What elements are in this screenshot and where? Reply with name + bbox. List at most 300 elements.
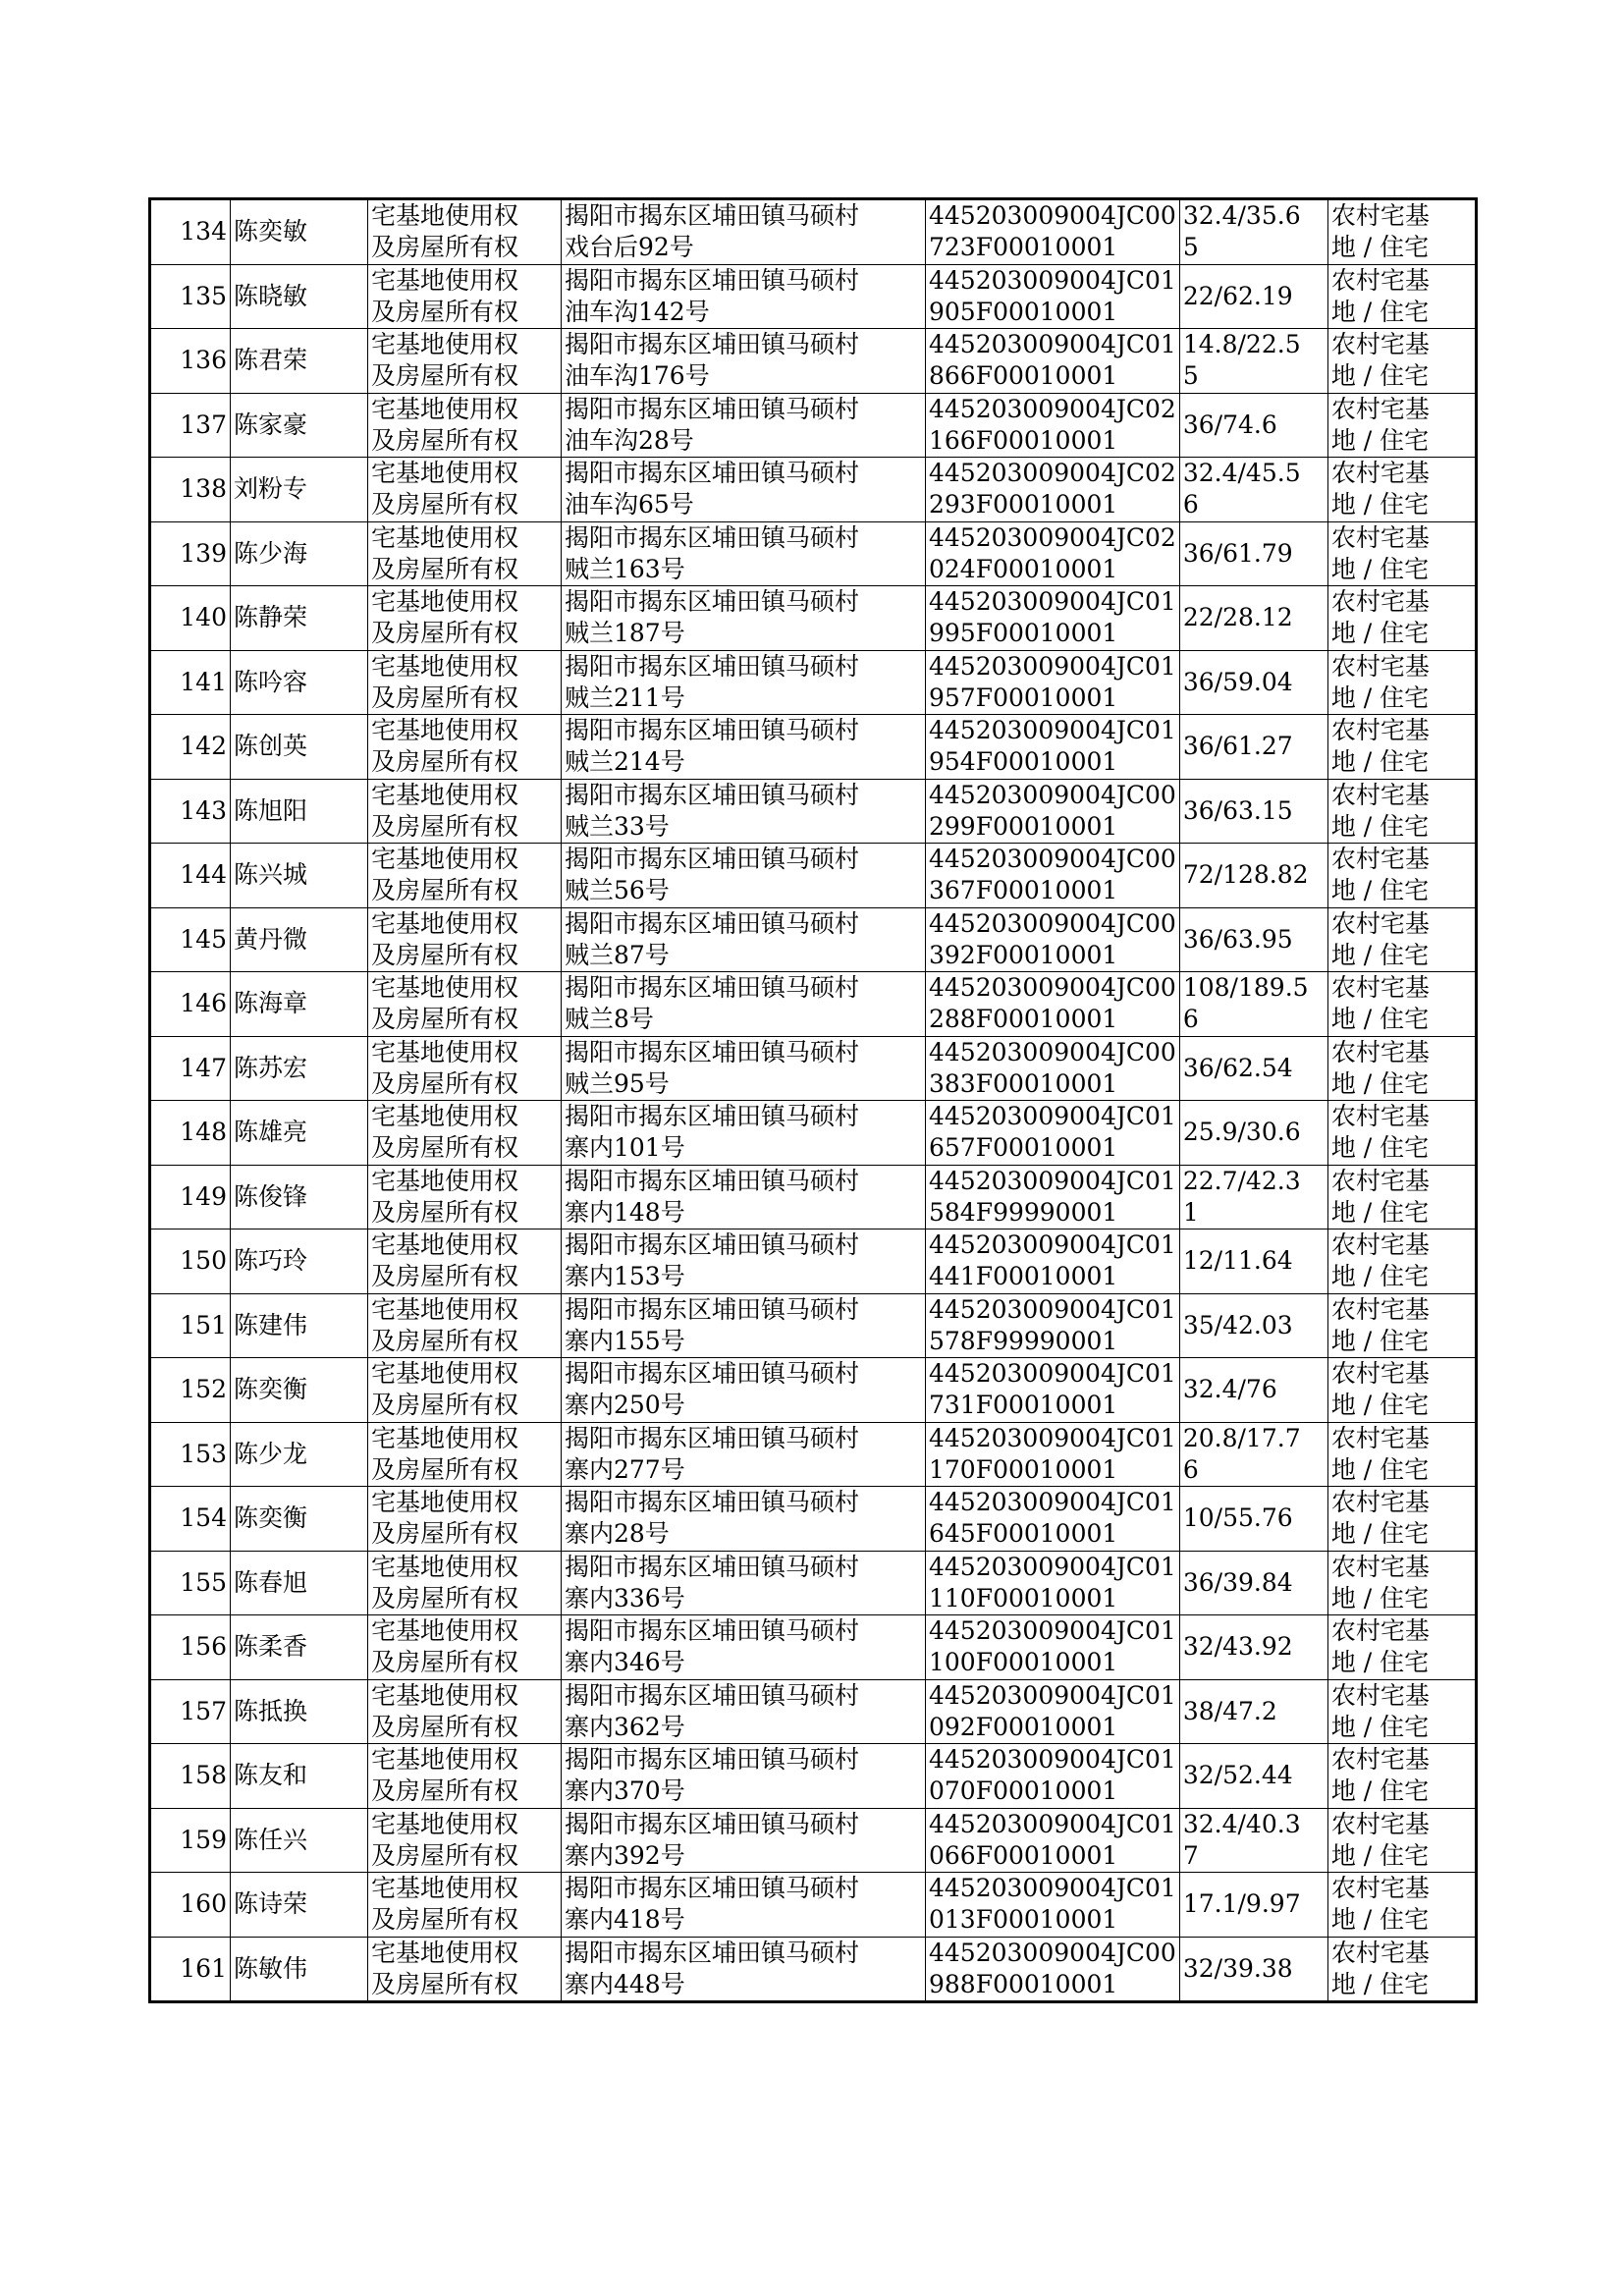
- table-row: [150, 393, 1477, 458]
- row-number-cell: 156: [150, 1615, 231, 1680]
- property-address-line: 揭阳市揭东区埔田镇马硕村: [565, 780, 860, 809]
- right-type-line: 宅基地使用权: [371, 330, 519, 359]
- land-use-line: 农村宅基: [1330, 1938, 1430, 1967]
- land-use-cell: [1327, 1744, 1476, 1809]
- area-value-line: 22.7/42.3: [1182, 1166, 1301, 1195]
- land-use-cell: [1327, 1165, 1476, 1229]
- land-use-cell: [1327, 1036, 1476, 1101]
- land-use-cell: [1327, 1293, 1476, 1358]
- unit-code-line: 288F00010001: [929, 1005, 1118, 1034]
- property-address-line: 贼兰211号: [565, 683, 685, 712]
- land-use-line: 地 / 住宅: [1330, 876, 1430, 905]
- right-type-line: 宅基地使用权: [371, 1938, 519, 1967]
- right-type-line: 及房屋所有权: [371, 1583, 519, 1612]
- unit-code-line: 445203009004JC01: [929, 587, 1176, 617]
- right-type-line: 及房屋所有权: [371, 1969, 519, 1998]
- land-use-line: 农村宅基: [1330, 1680, 1430, 1710]
- unit-code-line: 578F99990001: [929, 1326, 1118, 1355]
- table-row: [150, 521, 1477, 586]
- area-value-cell: [1179, 715, 1327, 780]
- land-use-cell: [1327, 1808, 1476, 1873]
- owner-name-cell: 陈君荣: [231, 329, 368, 394]
- row-number-cell: 135: [150, 264, 231, 329]
- area-value-cell: [1179, 650, 1327, 715]
- unit-code-cell: [926, 1937, 1180, 2002]
- right-type-cell: [368, 1551, 562, 1615]
- land-use-cell: [1327, 779, 1476, 844]
- property-address-line: 贼兰33号: [565, 811, 670, 841]
- area-value-line: 38/47.2: [1182, 1696, 1277, 1725]
- unit-code-line: 445203009004JC02: [929, 522, 1176, 552]
- unit-code-line: 905F00010001: [929, 297, 1118, 326]
- area-value-cell: [1179, 329, 1327, 394]
- right-type-line: 及房屋所有权: [371, 1519, 519, 1549]
- unit-code-line: 657F00010001: [929, 1133, 1118, 1163]
- owner-name-cell: 陈友和: [231, 1744, 368, 1809]
- right-type-cell: [368, 715, 562, 780]
- table-row: [150, 1358, 1477, 1423]
- unit-code-line: 445203009004JC01: [929, 716, 1176, 745]
- table-row: [150, 1229, 1477, 1294]
- row-number-cell: 146: [150, 972, 231, 1037]
- property-address-cell: [562, 458, 926, 522]
- owner-name-cell: 陈诗荣: [231, 1873, 368, 1938]
- land-use-cell: [1327, 715, 1476, 780]
- area-value-cell: [1179, 1358, 1327, 1423]
- right-type-line: 宅基地使用权: [371, 1745, 519, 1775]
- right-type-line: 宅基地使用权: [371, 1102, 519, 1131]
- land-use-line: 地 / 住宅: [1330, 1905, 1430, 1935]
- property-address-cell: [562, 1036, 926, 1101]
- right-type-line: 宅基地使用权: [371, 1166, 519, 1195]
- property-address-cell: [562, 907, 926, 972]
- unit-code-cell: [926, 972, 1180, 1037]
- area-value-line: 25.9/30.6: [1182, 1118, 1301, 1147]
- right-type-line: 及房屋所有权: [371, 1454, 519, 1484]
- area-value-cell: [1179, 1101, 1327, 1166]
- table-row: [150, 1422, 1477, 1487]
- area-value-line: 6: [1182, 1454, 1199, 1484]
- table-row: [150, 1615, 1477, 1680]
- right-type-line: 及房屋所有权: [371, 361, 519, 391]
- right-type-line: 宅基地使用权: [371, 201, 519, 231]
- area-value-line: 5: [1182, 361, 1199, 391]
- unit-code-line: 723F00010001: [929, 233, 1118, 262]
- area-value-cell: [1179, 1808, 1327, 1873]
- land-use-line: 地 / 住宅: [1330, 683, 1430, 712]
- right-type-line: 宅基地使用权: [371, 1552, 519, 1581]
- table-row: [150, 1551, 1477, 1615]
- area-value-cell: [1179, 844, 1327, 908]
- property-address-line: 揭阳市揭东区埔田镇马硕村: [565, 1616, 860, 1646]
- property-address-line: 揭阳市揭东区埔田镇马硕村: [565, 1294, 860, 1324]
- right-type-line: 宅基地使用权: [371, 1809, 519, 1838]
- property-address-cell: [562, 393, 926, 458]
- row-number-cell: 160: [150, 1873, 231, 1938]
- land-use-line: 农村宅基: [1330, 908, 1430, 938]
- land-use-line: 地 / 住宅: [1330, 233, 1430, 262]
- property-address-line: 揭阳市揭东区埔田镇马硕村: [565, 201, 860, 231]
- land-use-cell: [1327, 458, 1476, 522]
- row-number-cell: 141: [150, 650, 231, 715]
- land-use-cell: [1327, 521, 1476, 586]
- owner-name-cell: 陈奕衡: [231, 1487, 368, 1552]
- table-row: [150, 715, 1477, 780]
- unit-code-cell: [926, 1808, 1180, 1873]
- land-use-line: 农村宅基: [1330, 1166, 1430, 1195]
- table-row: [150, 1036, 1477, 1101]
- unit-code-line: 445203009004JC00: [929, 845, 1176, 874]
- right-type-line: 宅基地使用权: [371, 265, 519, 295]
- row-number-cell: 150: [150, 1229, 231, 1294]
- right-type-line: 及房屋所有权: [371, 747, 519, 777]
- right-type-line: 及房屋所有权: [371, 1840, 519, 1870]
- right-type-line: 宅基地使用权: [371, 522, 519, 552]
- area-value-line: 6: [1182, 1005, 1199, 1034]
- area-value-cell: [1179, 1873, 1327, 1938]
- right-type-line: 宅基地使用权: [371, 1359, 519, 1389]
- area-value-line: 32.4/40.3: [1182, 1809, 1301, 1838]
- area-value-cell: [1179, 1679, 1327, 1744]
- right-type-cell: [368, 586, 562, 651]
- area-value-cell: [1179, 779, 1327, 844]
- unit-code-line: 445203009004JC00: [929, 973, 1176, 1003]
- right-type-line: 宅基地使用权: [371, 1874, 519, 1903]
- land-use-line: 农村宅基: [1330, 1102, 1430, 1131]
- land-use-cell: [1327, 1873, 1476, 1938]
- unit-code-line: 731F00010001: [929, 1391, 1118, 1420]
- land-use-cell: [1327, 1422, 1476, 1487]
- area-value-cell: [1179, 1165, 1327, 1229]
- property-address-line: 贼兰8号: [565, 1005, 654, 1034]
- table-row: [150, 779, 1477, 844]
- row-number-cell: 144: [150, 844, 231, 908]
- unit-code-cell: [926, 1101, 1180, 1166]
- property-address-cell: [562, 199, 926, 265]
- unit-code-cell: [926, 521, 1180, 586]
- unit-code-line: 100F00010001: [929, 1648, 1118, 1677]
- right-type-cell: [368, 1036, 562, 1101]
- land-use-cell: [1327, 650, 1476, 715]
- row-number-cell: 136: [150, 329, 231, 394]
- right-type-cell: [368, 1165, 562, 1229]
- property-address-line: 贼兰56号: [565, 876, 670, 905]
- owner-name-cell: 陈海章: [231, 972, 368, 1037]
- land-use-line: 农村宅基: [1330, 973, 1430, 1003]
- area-value-line: 36/59.04: [1182, 667, 1293, 696]
- unit-code-line: 092F00010001: [929, 1712, 1118, 1741]
- property-address-line: 揭阳市揭东区埔田镇马硕村: [565, 1809, 860, 1838]
- unit-code-cell: [926, 1873, 1180, 1938]
- unit-code-line: 166F00010001: [929, 425, 1118, 455]
- unit-code-cell: [926, 907, 1180, 972]
- right-type-line: 及房屋所有权: [371, 1262, 519, 1291]
- property-address-line: 揭阳市揭东区埔田镇马硕村: [565, 1423, 860, 1452]
- land-use-cell: [1327, 1101, 1476, 1166]
- property-address-cell: [562, 1229, 926, 1294]
- row-number-cell: 140: [150, 586, 231, 651]
- property-address-cell: [562, 1808, 926, 1873]
- area-value-line: 7: [1182, 1840, 1199, 1870]
- row-number-cell: 152: [150, 1358, 231, 1423]
- right-type-cell: [368, 1101, 562, 1166]
- right-type-line: 宅基地使用权: [371, 908, 519, 938]
- owner-name-cell: 陈少海: [231, 521, 368, 586]
- area-value-cell: [1179, 1744, 1327, 1809]
- property-address-line: 寨内155号: [565, 1326, 685, 1355]
- right-type-cell: [368, 907, 562, 972]
- unit-code-cell: [926, 1551, 1180, 1615]
- area-value-line: 32.4/35.6: [1182, 201, 1301, 231]
- property-address-line: 揭阳市揭东区埔田镇马硕村: [565, 330, 860, 359]
- land-use-cell: [1327, 329, 1476, 394]
- property-address-line: 揭阳市揭东区埔田镇马硕村: [565, 1552, 860, 1581]
- area-value-cell: [1179, 199, 1327, 265]
- area-value-cell: [1179, 264, 1327, 329]
- property-address-line: 揭阳市揭东区埔田镇马硕村: [565, 459, 860, 488]
- area-value-line: 36/63.95: [1182, 924, 1293, 954]
- property-address-cell: [562, 1358, 926, 1423]
- right-type-line: 宅基地使用权: [371, 845, 519, 874]
- area-value-line: 1: [1182, 1197, 1199, 1227]
- land-use-line: 地 / 住宅: [1330, 940, 1430, 969]
- right-type-cell: [368, 1808, 562, 1873]
- land-use-cell: [1327, 393, 1476, 458]
- right-type-line: 及房屋所有权: [371, 619, 519, 648]
- row-number-cell: 145: [150, 907, 231, 972]
- right-type-line: 宅基地使用权: [371, 973, 519, 1003]
- land-use-line: 地 / 住宅: [1330, 1648, 1430, 1677]
- right-type-line: 及房屋所有权: [371, 1776, 519, 1806]
- land-use-cell: [1327, 1615, 1476, 1680]
- table-row: [150, 1487, 1477, 1552]
- right-type-line: 及房屋所有权: [371, 1648, 519, 1677]
- area-value-line: 36/39.84: [1182, 1567, 1293, 1597]
- owner-name-cell: 陈任兴: [231, 1808, 368, 1873]
- row-number-cell: 155: [150, 1551, 231, 1615]
- unit-code-line: 445203009004JC01: [929, 651, 1176, 681]
- row-number-cell: 134: [150, 199, 231, 265]
- area-value-cell: [1179, 1229, 1327, 1294]
- right-type-line: 宅基地使用权: [371, 1037, 519, 1066]
- table-row: [150, 458, 1477, 522]
- land-use-line: 农村宅基: [1330, 651, 1430, 681]
- unit-code-line: 070F00010001: [929, 1776, 1118, 1806]
- land-use-line: 农村宅基: [1330, 845, 1430, 874]
- land-use-line: 地 / 住宅: [1330, 1005, 1430, 1034]
- row-number-cell: 138: [150, 458, 231, 522]
- area-value-line: 32/43.92: [1182, 1632, 1293, 1662]
- property-address-cell: [562, 1551, 926, 1615]
- land-use-line: 农村宅基: [1330, 1552, 1430, 1581]
- land-use-line: 农村宅基: [1330, 1230, 1430, 1260]
- area-value-line: 36/61.79: [1182, 538, 1293, 568]
- property-address-line: 油车沟176号: [565, 361, 710, 391]
- land-use-cell: [1327, 972, 1476, 1037]
- land-use-cell: [1327, 1358, 1476, 1423]
- table-row: [150, 1101, 1477, 1166]
- property-address-line: 揭阳市揭东区埔田镇马硕村: [565, 1037, 860, 1066]
- property-address-line: 寨内277号: [565, 1454, 685, 1484]
- land-use-line: 农村宅基: [1330, 1294, 1430, 1324]
- property-address-line: 寨内392号: [565, 1840, 685, 1870]
- right-type-line: 及房屋所有权: [371, 876, 519, 905]
- land-use-line: 农村宅基: [1330, 522, 1430, 552]
- property-address-cell: [562, 1165, 926, 1229]
- land-use-line: 地 / 住宅: [1330, 811, 1430, 841]
- unit-code-line: 445203009004JC01: [929, 1359, 1176, 1389]
- property-address-line: 寨内370号: [565, 1776, 685, 1806]
- row-number-cell: 161: [150, 1937, 231, 2002]
- unit-code-cell: [926, 1036, 1180, 1101]
- land-use-line: 农村宅基: [1330, 1423, 1430, 1452]
- unit-code-line: 445203009004JC00: [929, 1037, 1176, 1066]
- right-type-line: 及房屋所有权: [371, 554, 519, 583]
- unit-code-cell: [926, 1358, 1180, 1423]
- area-value-line: 36/74.6: [1182, 410, 1277, 439]
- land-use-line: 地 / 住宅: [1330, 1326, 1430, 1355]
- right-type-cell: [368, 1679, 562, 1744]
- row-number-cell: 157: [150, 1679, 231, 1744]
- unit-code-cell: [926, 1293, 1180, 1358]
- row-number-cell: 147: [150, 1036, 231, 1101]
- property-address-line: 贼兰87号: [565, 940, 670, 969]
- land-use-line: 地 / 住宅: [1330, 425, 1430, 455]
- land-use-cell: [1327, 907, 1476, 972]
- right-type-line: 宅基地使用权: [371, 1423, 519, 1452]
- property-address-cell: [562, 715, 926, 780]
- table-row: [150, 1744, 1477, 1809]
- right-type-line: 宅基地使用权: [371, 780, 519, 809]
- land-use-line: 农村宅基: [1330, 1616, 1430, 1646]
- property-address-line: 寨内28号: [565, 1519, 670, 1549]
- unit-code-line: 445203009004JC00: [929, 1938, 1176, 1967]
- property-address-cell: [562, 1744, 926, 1809]
- unit-code-line: 445203009004JC00: [929, 201, 1176, 231]
- land-use-cell: [1327, 844, 1476, 908]
- unit-code-line: 645F00010001: [929, 1519, 1118, 1549]
- property-address-cell: [562, 1101, 926, 1166]
- property-address-cell: [562, 1487, 926, 1552]
- row-number-cell: 158: [150, 1744, 231, 1809]
- land-use-line: 地 / 住宅: [1330, 1519, 1430, 1549]
- land-use-line: 农村宅基: [1330, 330, 1430, 359]
- unit-code-line: 954F00010001: [929, 747, 1118, 777]
- land-use-cell: [1327, 1937, 1476, 2002]
- registry-table: [148, 197, 1478, 2003]
- right-type-line: 及房屋所有权: [371, 1005, 519, 1034]
- area-value-cell: [1179, 393, 1327, 458]
- unit-code-cell: [926, 264, 1180, 329]
- land-use-line: 农村宅基: [1330, 1488, 1430, 1517]
- property-address-line: 揭阳市揭东区埔田镇马硕村: [565, 1359, 860, 1389]
- land-use-line: 地 / 住宅: [1330, 1262, 1430, 1291]
- property-address-line: 寨内448号: [565, 1969, 685, 1998]
- table-row: [150, 972, 1477, 1037]
- right-type-cell: [368, 1873, 562, 1938]
- property-address-line: 贼兰95号: [565, 1068, 670, 1098]
- area-value-line: 32/52.44: [1182, 1761, 1293, 1790]
- land-use-line: 地 / 住宅: [1330, 1454, 1430, 1484]
- property-address-cell: [562, 521, 926, 586]
- unit-code-line: 024F00010001: [929, 554, 1118, 583]
- property-address-line: 揭阳市揭东区埔田镇马硕村: [565, 1166, 860, 1195]
- land-use-line: 农村宅基: [1330, 459, 1430, 488]
- property-address-line: 寨内250号: [565, 1391, 685, 1420]
- land-use-line: 农村宅基: [1330, 1874, 1430, 1903]
- right-type-line: 宅基地使用权: [371, 394, 519, 423]
- right-type-cell: [368, 1615, 562, 1680]
- property-address-line: 寨内153号: [565, 1262, 685, 1291]
- right-type-cell: [368, 779, 562, 844]
- land-use-line: 农村宅基: [1330, 587, 1430, 617]
- property-address-line: 揭阳市揭东区埔田镇马硕村: [565, 1102, 860, 1131]
- land-use-cell: [1327, 1487, 1476, 1552]
- area-value-line: 72/128.82: [1182, 860, 1309, 890]
- property-address-cell: [562, 779, 926, 844]
- land-use-cell: [1327, 199, 1476, 265]
- right-type-cell: [368, 1487, 562, 1552]
- table-row: [150, 1937, 1477, 2002]
- right-type-line: 及房屋所有权: [371, 811, 519, 841]
- unit-code-line: 445203009004JC02: [929, 394, 1176, 423]
- right-type-line: 及房屋所有权: [371, 1197, 519, 1227]
- right-type-cell: [368, 458, 562, 522]
- right-type-line: 及房屋所有权: [371, 1391, 519, 1420]
- property-address-cell: [562, 1937, 926, 2002]
- right-type-line: 及房屋所有权: [371, 1133, 519, 1163]
- unit-code-line: 293F00010001: [929, 490, 1118, 519]
- property-address-cell: [562, 844, 926, 908]
- area-value-line: 20.8/17.7: [1182, 1423, 1301, 1452]
- property-address-line: 揭阳市揭东区埔田镇马硕村: [565, 522, 860, 552]
- right-type-line: 及房屋所有权: [371, 1326, 519, 1355]
- owner-name-cell: 陈吟容: [231, 650, 368, 715]
- right-type-line: 及房屋所有权: [371, 940, 519, 969]
- area-value-line: 32/39.38: [1182, 1953, 1293, 1983]
- property-address-cell: [562, 650, 926, 715]
- land-use-line: 地 / 住宅: [1330, 490, 1430, 519]
- unit-code-line: 445203009004JC01: [929, 1616, 1176, 1646]
- table-body: [150, 199, 1477, 2002]
- unit-code-line: 445203009004JC01: [929, 1166, 1176, 1195]
- owner-name-cell: 陈少龙: [231, 1422, 368, 1487]
- land-use-cell: [1327, 1229, 1476, 1294]
- right-type-cell: [368, 1744, 562, 1809]
- owner-name-cell: 陈建伟: [231, 1293, 368, 1358]
- right-type-cell: [368, 329, 562, 394]
- table-row: [150, 329, 1477, 394]
- land-use-line: 农村宅基: [1330, 1745, 1430, 1775]
- unit-code-cell: [926, 1615, 1180, 1680]
- owner-name-cell: 陈春旭: [231, 1551, 368, 1615]
- right-type-line: 宅基地使用权: [371, 1616, 519, 1646]
- unit-code-line: 445203009004JC01: [929, 1294, 1176, 1324]
- row-number-cell: 148: [150, 1101, 231, 1166]
- land-use-line: 地 / 住宅: [1330, 747, 1430, 777]
- right-type-line: 及房屋所有权: [371, 233, 519, 262]
- land-use-line: 地 / 住宅: [1330, 1197, 1430, 1227]
- unit-code-cell: [926, 1487, 1180, 1552]
- land-use-line: 地 / 住宅: [1330, 1391, 1430, 1420]
- row-number-cell: 142: [150, 715, 231, 780]
- property-address-cell: [562, 1422, 926, 1487]
- right-type-line: 及房屋所有权: [371, 1905, 519, 1935]
- land-use-line: 农村宅基: [1330, 1359, 1430, 1389]
- land-use-line: 地 / 住宅: [1330, 554, 1430, 583]
- area-value-line: 22/62.19: [1182, 281, 1293, 310]
- land-use-line: 地 / 住宅: [1330, 1776, 1430, 1806]
